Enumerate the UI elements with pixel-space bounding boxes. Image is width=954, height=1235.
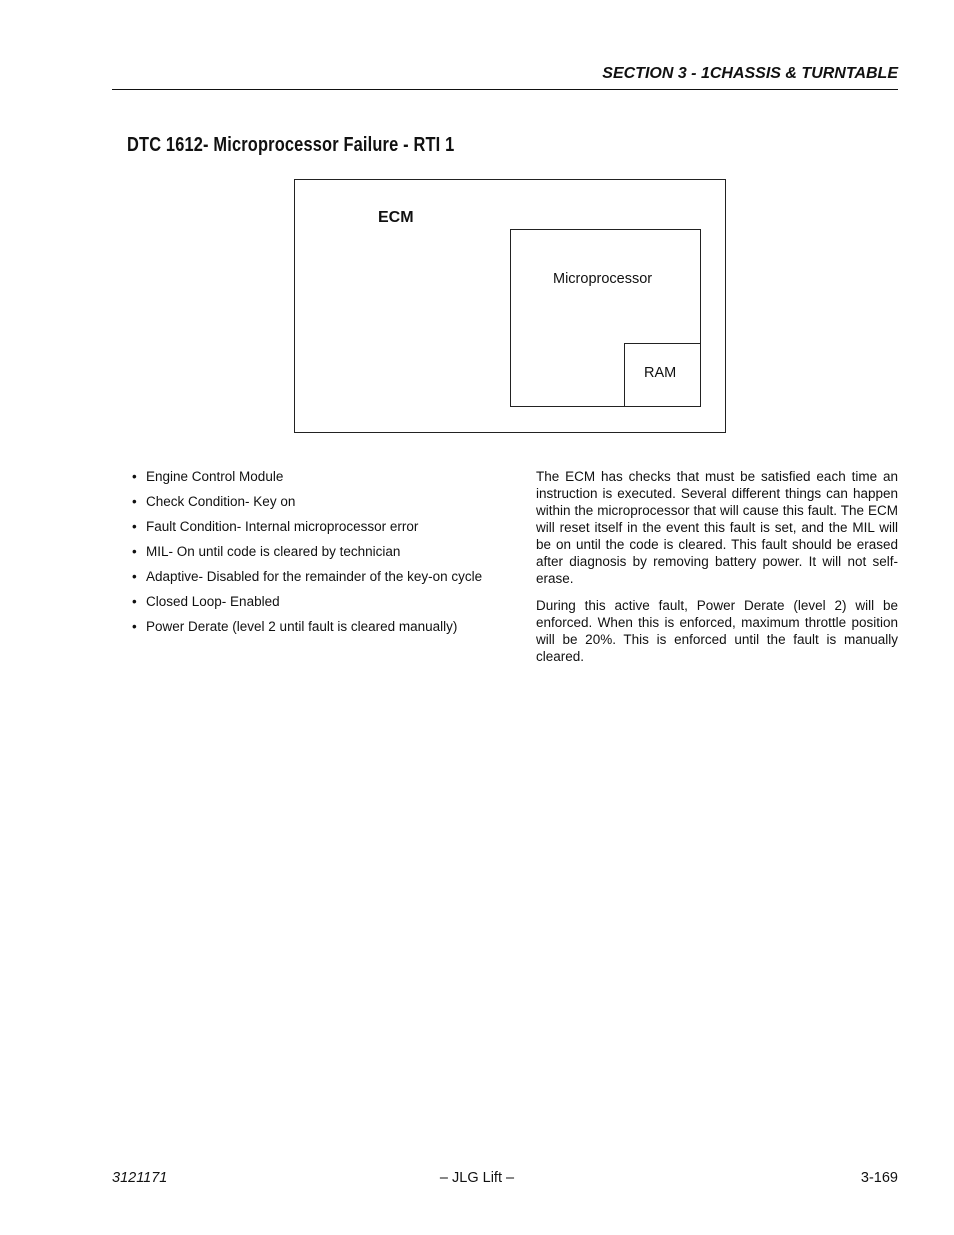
paragraph: The ECM has checks that must be satisfied each time an instruction is executed. Several different things can happen within the microprocessor that will cause this fault. The ECM will reset itself in the event this fault is set, and the MIL will be on until the code is cleared. This fault should be erased after diagnosis by removing battery power. It will not self-erase. [536, 469, 898, 586]
list-item: • Engine Control Module [130, 468, 488, 485]
list-item: • Fault Condition- Internal microprocessor error [130, 518, 488, 535]
ram-label: RAM [644, 365, 677, 381]
page-title: DTC 1612- Microprocessor Failure - RTI 1 [127, 134, 455, 156]
header-rule [112, 89, 898, 90]
description [536, 468, 898, 675]
list-item: • Closed Loop- Enabled [130, 593, 488, 610]
list-item: • Adaptive- Disabled for the remainder of the key-on cycle [130, 568, 488, 585]
page-number: 3-169 [860, 1170, 898, 1186]
ecm-label: ECM [378, 209, 414, 226]
section-header: SECTION 3 - 1CHASSIS & TURNTABLE [602, 65, 898, 82]
document-number: 3121171 [112, 1170, 168, 1186]
list-item: • Check Condition- Key on [130, 493, 488, 510]
condition-list [130, 468, 488, 643]
list-item: • MIL- On until code is cleared by technician [130, 543, 488, 560]
list-item: • Power Derate (level 2 until fault is cleared manually) [130, 618, 488, 635]
microprocessor-label: Microprocessor [553, 271, 653, 287]
paragraph: During this active fault, Power Derate (level 2) will be enforced. When this is enforced, maximum throttle position will be 20%. This is enforced until the fault is manually cleared. [536, 598, 898, 664]
footer-brand: – JLG Lift – [439, 1170, 515, 1186]
